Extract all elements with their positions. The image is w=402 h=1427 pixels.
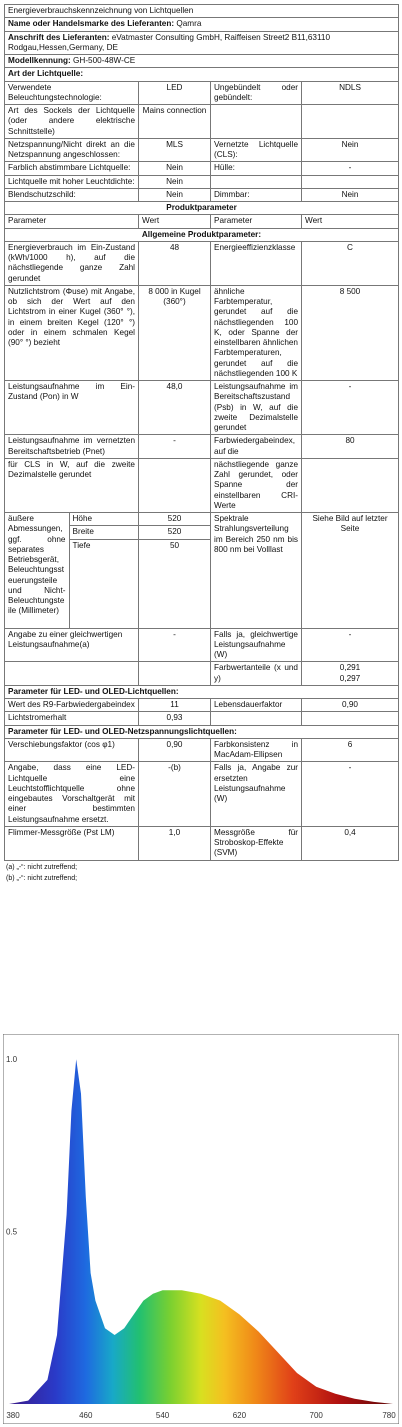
- spectrum-svg: [3, 1034, 399, 1424]
- dimension-value: 520: [139, 526, 210, 539]
- param-label: Farblich abstimmbare Lichtquelle:: [5, 162, 139, 175]
- param-label: Energieeffizienzklasse: [211, 241, 302, 285]
- param-value: [139, 458, 211, 512]
- empty-cell: [5, 662, 139, 686]
- param-value: Nein: [139, 162, 211, 175]
- param-label: Hülle:: [211, 162, 302, 175]
- param-label: Wert des R9-Farbwiedergabeindex: [5, 699, 139, 712]
- y-tick-label: 0.5: [6, 1227, 18, 1237]
- table-row: [5, 712, 399, 725]
- param-value: -: [302, 381, 399, 435]
- param-value: [302, 175, 399, 188]
- footnote-b: (b) „-“: nicht zutreffend;: [6, 874, 78, 882]
- param-label: Leistungsaufnahme im Bereitschaftszustand (Psb) in W, auf die zweite Dezimalstelle gerundet: [211, 381, 302, 435]
- param-value: Nein: [139, 188, 211, 201]
- table-row: [5, 826, 399, 860]
- general-params-heading: Allgemeine Produktparameter:: [5, 228, 399, 241]
- address-value: eVatmaster Consulting GmbH, Raiffeisen Street2 B11,63110 Rodgau,Hessen,Germany, DE: [8, 32, 331, 52]
- param-value: 8 000 in Kugel (360°): [139, 285, 211, 380]
- param-value: [302, 662, 399, 686]
- param-value: 8 500: [302, 285, 399, 380]
- param-value: 0,90: [302, 699, 399, 712]
- param-value: LED: [139, 81, 211, 105]
- x-tick-label: 700: [309, 1411, 323, 1420]
- param-label: Falls ja, gleichwertige Leistungsaufnahme (W): [211, 628, 302, 662]
- param-label: Spektrale Strahlungsverteilung im Bereich 250 nm bis 800 nm bei Volllast: [211, 513, 302, 629]
- param-value: -: [302, 628, 399, 662]
- param-label: Blendschutzschild:: [5, 188, 139, 201]
- dimension-value: 520: [139, 513, 210, 526]
- param-value: -: [302, 162, 399, 175]
- supplier-value: Qamra: [176, 19, 202, 29]
- param-value: -: [302, 762, 399, 827]
- param-value: Nein: [139, 175, 211, 188]
- column-header: Parameter: [211, 215, 302, 228]
- param-value: [302, 712, 399, 725]
- led-params-heading: Parameter für LED- und OLED-Lichtquellen:: [5, 685, 399, 698]
- param-value: 0,93: [139, 712, 211, 725]
- param-label: Farbwertanteile (x und y): [211, 662, 302, 686]
- dimension-name: Breite: [69, 526, 138, 539]
- param-label: Verschiebungsfaktor (cos φ1): [5, 738, 139, 762]
- param-label: Lichtquelle mit hoher Leuchtdichte:: [5, 175, 139, 188]
- param-label: Flimmer-Messgröße (Pst LM): [5, 826, 139, 860]
- param-value: 48: [139, 241, 211, 285]
- dimension-name: Höhe: [69, 513, 138, 526]
- table-row: [5, 241, 399, 285]
- param-label: [211, 712, 302, 725]
- param-value: 11: [139, 699, 211, 712]
- param-label: Vernetzte Lichtquelle (CLS):: [211, 138, 302, 162]
- x-tick-label: 460: [79, 1411, 93, 1420]
- param-label: Nutzlichtstrom (Φuse) mit Angabe, ob sich der Wert auf den Lichtstrom in einer Kugel (360° °), in einem breiten Kegel (120° °) oder in einem schmalen Kegel (90° °) bezieht: [5, 285, 139, 380]
- table-row: [5, 138, 399, 162]
- param-value: -: [139, 435, 211, 459]
- x-tick-label: 780: [382, 1411, 396, 1420]
- energy-label-table: [4, 4, 399, 861]
- x-tick-label: 620: [232, 1411, 247, 1420]
- table-row: [5, 381, 399, 435]
- mains-params-heading: Parameter für LED- und OLED-Netzspannungslichtquellen:: [5, 725, 399, 738]
- param-label: Leistungsaufnahme im Ein-Zustand (Pon) in W: [5, 381, 139, 435]
- param-value: 48,0: [139, 381, 211, 435]
- param-label: nächstliegende ganze Zahl gerundet, oder Spanne der einstellbaren CRI-Werte: [211, 458, 302, 512]
- table-row: [5, 628, 399, 662]
- document-title: Energieverbrauchskennzeichnung von Lichtquellen: [5, 5, 399, 18]
- table-row: [5, 738, 399, 762]
- column-header: Wert: [139, 215, 211, 228]
- light-type-heading: Art der Lichtquelle:: [5, 68, 399, 81]
- x-tick-label: 380: [6, 1411, 20, 1420]
- table-row: [5, 762, 399, 827]
- dimensions-table: [5, 513, 138, 628]
- dimension-values-cell: [139, 513, 211, 629]
- x-tick-label: 540: [155, 1411, 170, 1420]
- param-value: Nein: [302, 188, 399, 201]
- address-row: [5, 31, 399, 55]
- param-value: 0,4: [302, 826, 399, 860]
- spectrum-chart: [3, 1034, 399, 1424]
- param-label: Farbwiedergabeindex, auf die: [211, 435, 302, 459]
- column-headers: [5, 215, 399, 228]
- table-row: [5, 662, 399, 686]
- param-label: Netzspannung/Nicht direkt an die Netzspannung angeschlossen:: [5, 138, 139, 162]
- param-label: Angabe, dass eine LED-Lichtquelle eine Leuchtstofflichtquelle ohne eingebautes Vorschaltgerät mit einer bestimmten Leistungsaufnahme ersetzt.: [5, 762, 139, 827]
- param-label: [211, 175, 302, 188]
- param-label: Art des Sockels der Lichtquelle (oder andere elektrische Schnittstelle): [5, 105, 139, 139]
- dimension-value: 50: [169, 540, 180, 550]
- table-row: [5, 435, 399, 459]
- param-value: 80: [302, 435, 399, 459]
- param-value: [302, 458, 399, 512]
- param-label: Verwendete Beleuchtungstechnologie:: [5, 81, 139, 105]
- empty-cell: [139, 662, 211, 686]
- table-row: [5, 175, 399, 188]
- param-label: Falls ja, Angabe zur ersetzten Leistungsaufnahme (W): [211, 762, 302, 827]
- param-label: Farbkonsistenz in MacAdam-Ellipsen: [211, 738, 302, 762]
- param-label: Angabe zu einer gleichwertigen Leistungsaufnahme(a): [5, 628, 139, 662]
- footnote-a: (a) „-“: nicht zutreffend;: [6, 863, 78, 871]
- param-value: [302, 105, 399, 139]
- param-label: Dimmbar:: [211, 188, 302, 201]
- param-label: Lichtstromerhalt: [5, 712, 139, 725]
- dimension-name: Tiefe: [72, 540, 91, 550]
- supplier-label: Name oder Handelsmarke des Lieferanten:: [8, 19, 175, 29]
- y-tick-label: 1.0: [6, 1055, 18, 1065]
- param-label: Messgröße für Stroboskop-Effekte (SVM): [211, 826, 302, 860]
- param-label: Energieverbrauch im Ein-Zustand (kWh/1000 h), auf die nächstliegende ganze Zahl gerundet: [5, 241, 139, 285]
- param-value: 0,90: [139, 738, 211, 762]
- param-label: für CLS in W, auf die zweite Dezimalstelle gerundet: [5, 458, 139, 512]
- model-row: [5, 55, 399, 68]
- model-label: Modellkennung:: [8, 56, 71, 65]
- param-value: MLS: [139, 138, 211, 162]
- param-label: Lebensdauerfaktor: [211, 699, 302, 712]
- model-value: GH-500-48W-CE: [73, 56, 136, 65]
- param-value: Nein: [302, 138, 399, 162]
- param-label: ähnliche Farbtemperatur, gerundet auf die nächstliegenden 100 K, oder Spanne der einstellbaren ähnlichen Farbtemperaturen, gerundet auf die nächstliegenden 100 K: [211, 285, 302, 380]
- table-row: [5, 81, 399, 105]
- dimensions-row: [5, 513, 399, 629]
- table-row: [5, 105, 399, 139]
- column-header: Parameter: [5, 215, 139, 228]
- param-value: NDLS: [302, 81, 399, 105]
- param-value: Mains connection: [139, 105, 211, 139]
- column-header: Wert: [302, 215, 399, 228]
- table-row: [5, 188, 399, 201]
- dimensions-cell: [5, 513, 139, 629]
- param-label: [211, 105, 302, 139]
- table-row: [5, 162, 399, 175]
- chromaticity-x: 0,291: [339, 663, 361, 673]
- param-value: -(b): [139, 762, 211, 827]
- table-row: [5, 699, 399, 712]
- dimensions-label: äußere Abmessungen, ggf. ohne separates Betriebsgerät, Beleuchtungssteuerungsteile und Nicht-Beleuchtungsteile (Millimeter): [5, 513, 69, 628]
- param-value: Siehe Bild auf letzter Seite: [302, 513, 399, 629]
- param-label: Leistungsaufnahme im vernetzten Bereitschaftsbetrieb (Pnet): [5, 435, 139, 459]
- param-value: -: [139, 628, 211, 662]
- table-row: [5, 285, 399, 380]
- table-row: [5, 458, 399, 512]
- param-value: C: [302, 241, 399, 285]
- param-value: 1,0: [139, 826, 211, 860]
- supplier-row: [5, 18, 399, 31]
- energy-label-document: [4, 4, 398, 883]
- param-label: Ungebündelt oder gebündelt:: [211, 81, 302, 105]
- param-value: 6: [302, 738, 399, 762]
- chromaticity-y: 0,297: [339, 673, 361, 683]
- address-label: Anschrift des Lieferanten:: [8, 32, 110, 42]
- product-params-heading: Produktparameter: [5, 202, 399, 215]
